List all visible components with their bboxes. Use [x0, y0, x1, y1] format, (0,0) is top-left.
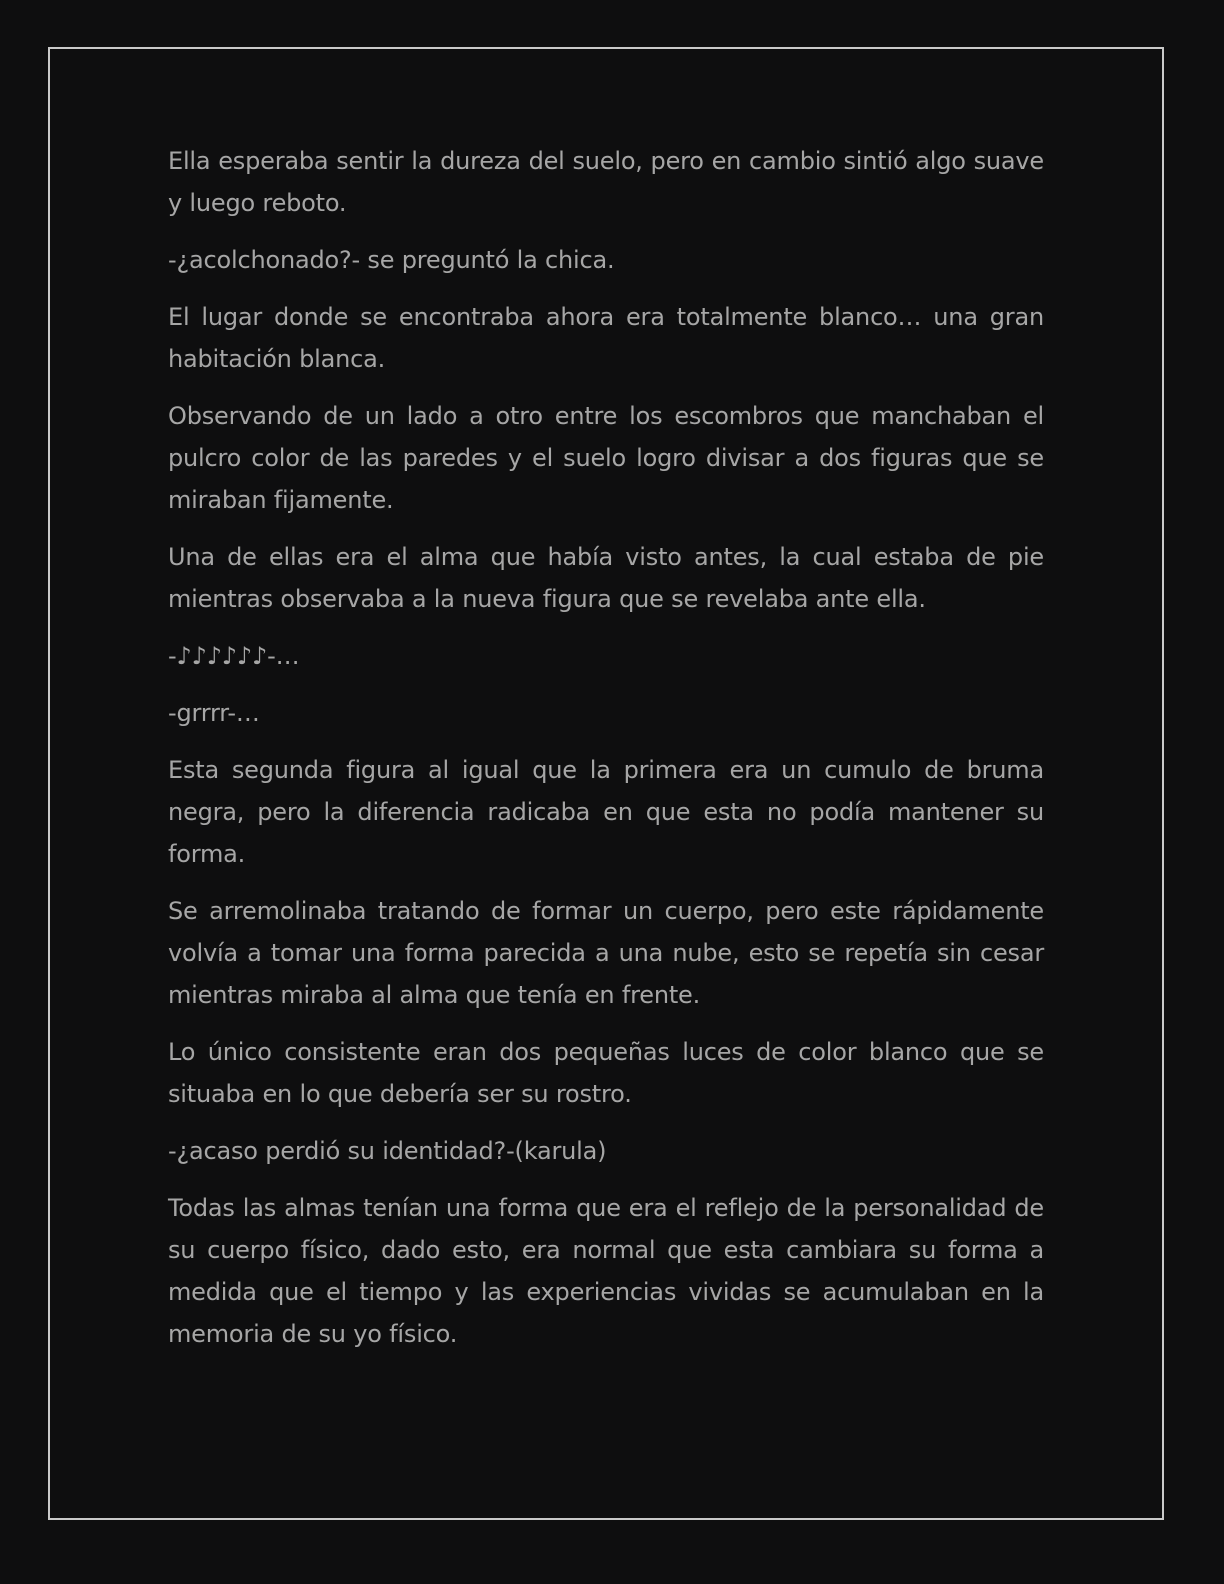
- paragraph-9: Se arremolinaba tratando de formar un cuerpo, pero este rápidamente volvía a tomar una forma parecida a una nube, esto se repetía sin cesar mientras miraba al alma que tenía en frente.: [168, 897, 1052, 1009]
- paragraph-8: Esta segunda figura al igual que la primera era un cumulo de bruma negra, pero la diferencia radicaba en que esta no podía mantener su forma.: [168, 756, 1052, 868]
- paragraph-5: Una de ellas era el alma que había visto antes, la cual estaba de pie mientras observaba a la nueva figura que se revelaba ante ella.: [168, 543, 1052, 613]
- paragraph-10: Lo único consistente eran dos pequeñas luces de color blanco que se situaba en lo que debería ser su rostro.: [168, 1038, 1052, 1108]
- story-text: [168, 140, 1052, 1370]
- paragraph-1: Ella esperaba sentir la dureza del suelo, pero en cambio sintió algo suave y luego reboto.: [168, 147, 1052, 217]
- paragraph-2: -¿acolchonado?- se preguntó la chica.: [168, 246, 615, 274]
- paragraph-12: Todas las almas tenían una forma que era el reflejo de la personalidad de su cuerpo físico, dado esto, era normal que esta cambiara su forma a medida que el tiempo y las experiencias vividas se acumulaban en la memoria de su yo físico.: [168, 1194, 1052, 1348]
- paragraph-6: -♪♪♪♪♪♪-…: [168, 642, 300, 670]
- paragraph-4: Observando de un lado a otro entre los escombros que manchaban el pulcro color de las paredes y el suelo logro divisar a dos figuras que se miraban fijamente.: [168, 402, 1052, 514]
- paragraph-7: -grrrr-…: [168, 699, 260, 727]
- paragraph-11: -¿acaso perdió su identidad?-(karula): [168, 1137, 607, 1165]
- paragraph-3: El lugar donde se encontraba ahora era totalmente blanco… una gran habitación blanca.: [168, 303, 1052, 373]
